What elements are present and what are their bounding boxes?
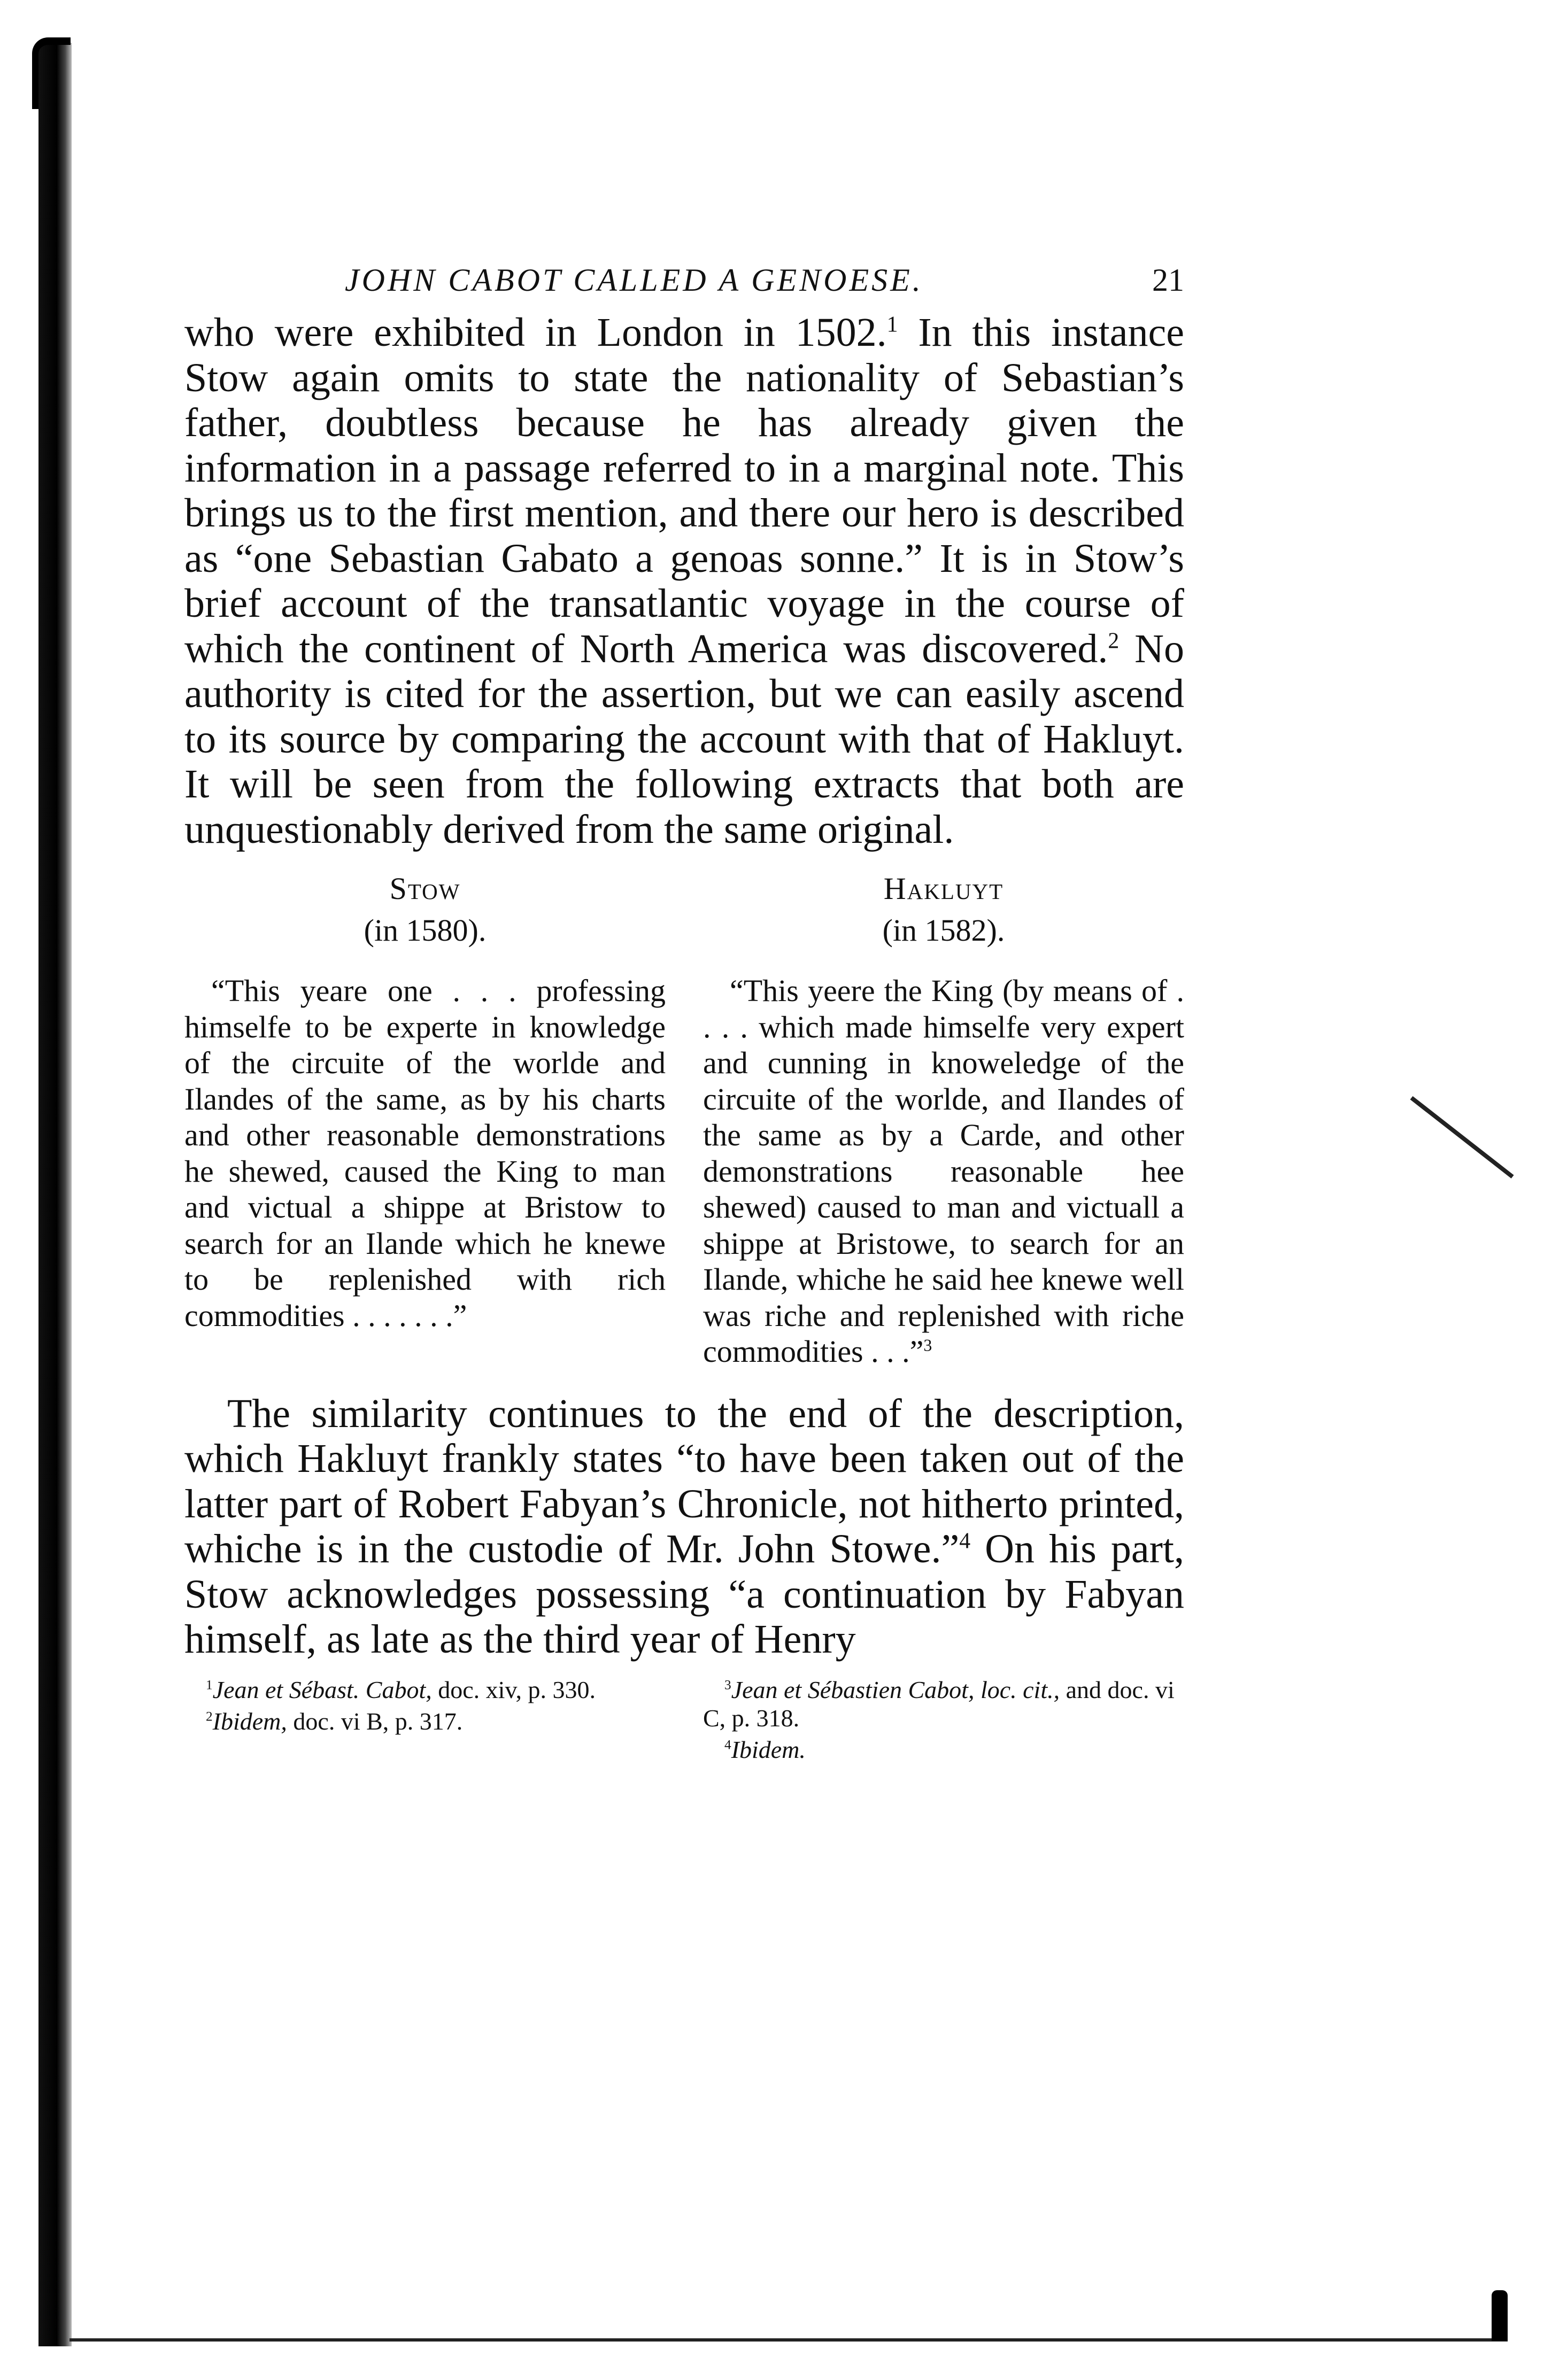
footnote-1-mark: 1 xyxy=(206,1677,213,1693)
hakluyt-name: Hakluyt xyxy=(883,871,1004,906)
footnote-4-mark: 4 xyxy=(724,1737,731,1753)
stow-name: Stow xyxy=(389,871,461,906)
stow-quote: “This yeare one . . . professing himselfe to be experte in knowledge of the circuite of the worlde and Ilandes of the same, as by his charts and other reasonable demonstrations he shewed, caused the King to man and victual a shippe at Bristow to search for an Ilande which he knewe to be replenished with rich commodities . . . . . . .” xyxy=(184,973,666,1333)
footnote-3-text: and doc. vi C, p. 318. xyxy=(703,1676,1175,1732)
footnote-mark-3: 3 xyxy=(923,1336,932,1355)
footnote-2 xyxy=(184,1707,666,1735)
running-title: JOHN CABOT CALLED A GENOESE. xyxy=(345,262,923,298)
footnote-3-ref: Jean et Sébastien Cabot, loc. cit., xyxy=(731,1676,1060,1703)
book-page xyxy=(184,251,1184,1767)
binding-edge xyxy=(38,43,72,2346)
comparison-columns xyxy=(184,868,1184,1370)
footnote-1-ref: Jean et Sébast. Cabot, xyxy=(212,1676,432,1703)
footnote-3-mark: 3 xyxy=(724,1677,731,1693)
footnotes xyxy=(184,1676,1184,1767)
hakluyt-heading xyxy=(703,868,1184,951)
hakluyt-date: (in 1582). xyxy=(882,913,1005,948)
intro-text-3: No authority is cited for the assertion, but we can easily ascend to its source by comparing the account with that of Hakluyt. It will be seen from the following extracts that both are unquestionably derived from the same original. xyxy=(184,626,1184,852)
intro-text-2: In this instance Stow again omits to state the nationality of Sebastian’s father, doubtless because he has already given the information in a passage referred to in a marginal note. This brings us to the first mention, and there our hero is described as “one Sebastian Gabato a genoas sonne.” It is in Stow’s brief account of the transatlantic voyage in the course of which the continent of North America was discovered. xyxy=(184,310,1184,671)
hakluyt-quote: “This yeere the King (by means of . . . . which made himselfe very expert and cunning in knoweledge of the circuite of the worlde, and Ilandes of the same as by a Carde, and other demonstrations reasonable hee shewed) caused to man and victuall a shippe at Bristowe, to search for an Ilande, whiche he said hee knewe well was riche and replenished with riche commodities . . .” xyxy=(703,973,1184,1369)
footnote-1 xyxy=(184,1676,666,1704)
footnote-mark-2: 2 xyxy=(1108,629,1120,654)
footnote-4 xyxy=(703,1735,1184,1764)
footnotes-right xyxy=(703,1676,1184,1767)
stray-pen-stroke xyxy=(1410,1096,1514,1179)
stow-date: (in 1580). xyxy=(364,913,487,948)
footnotes-left xyxy=(184,1676,666,1767)
hakluyt-quote-paragraph xyxy=(703,973,1184,1370)
continuation-text-1: The similarity continues to the end of the description, which Hakluyt frankly states “to have been taken out of the latter part of Robert Fabyan’s Chronicle, not hitherto printed, whiche is in the custodie of Mr. John Stowe.” xyxy=(184,1391,1184,1571)
corner-ink-mark xyxy=(1492,2290,1508,2341)
running-head xyxy=(184,251,1184,310)
intro-text-1: who were exhibited in London in 1502. xyxy=(184,310,887,355)
footnote-4-ref: Ibidem. xyxy=(731,1735,806,1763)
page-number: 21 xyxy=(1152,262,1184,298)
footnote-3 xyxy=(703,1676,1184,1732)
continuation-text-2: On his part, Stow acknowledges possessing “a continuation by Fabyan himself, as late as the third year of Henry xyxy=(184,1526,1185,1662)
binding-hook-mark xyxy=(32,37,71,109)
continuation-paragraph xyxy=(184,1391,1184,1662)
stow-heading xyxy=(184,868,666,951)
bottom-edge-rule xyxy=(70,2338,1508,2342)
footnote-2-mark: 2 xyxy=(206,1709,213,1724)
intro-paragraph xyxy=(184,310,1184,852)
footnote-2-text: doc. vi B, p. 317. xyxy=(287,1707,463,1735)
footnote-1-text: doc. xiv, p. 330. xyxy=(431,1676,596,1703)
footnote-mark-4: 4 xyxy=(959,1529,971,1554)
stow-column xyxy=(184,868,666,1370)
footnote-2-ref: Ibidem, xyxy=(212,1707,287,1735)
hakluyt-column xyxy=(703,868,1184,1370)
footnote-mark-1: 1 xyxy=(886,312,898,337)
